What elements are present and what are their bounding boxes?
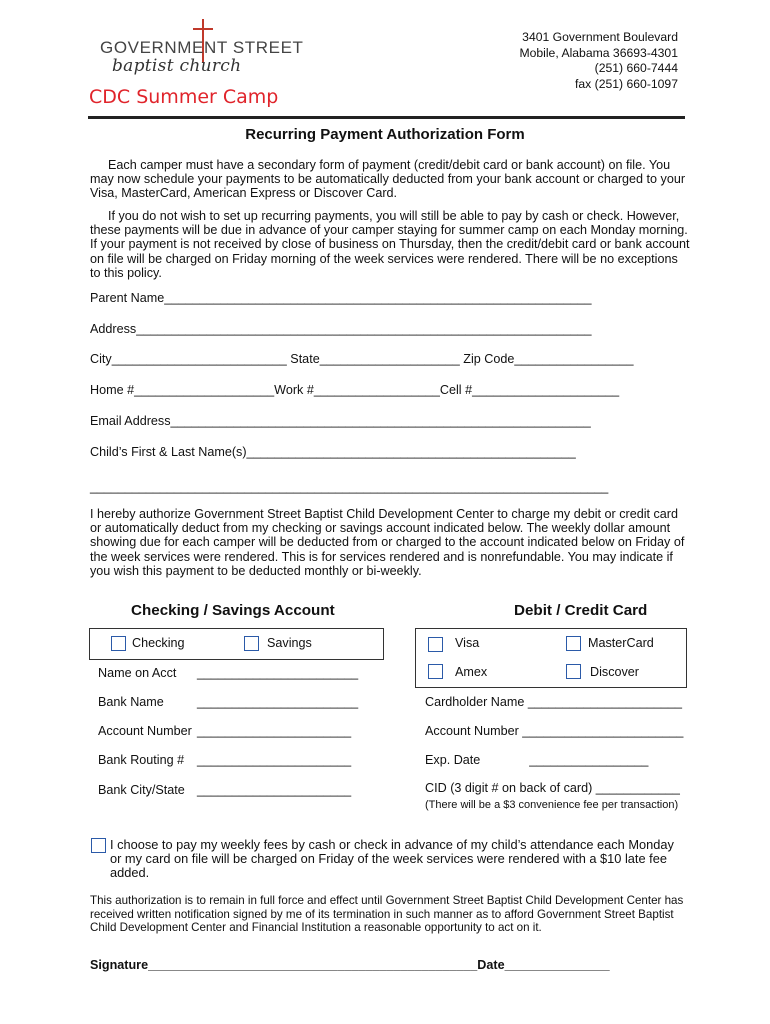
savings-checkbox[interactable]	[244, 636, 259, 651]
bank-name-input[interactable]: _______________________	[197, 695, 359, 709]
child-name-field[interactable]: Child’s First & Last Name(s)_______________________________________________	[90, 445, 576, 459]
cardholder-field[interactable]: Cardholder Name ______________________	[425, 695, 682, 709]
mastercard-checkbox[interactable]	[566, 636, 581, 651]
fee-note: (There will be a $3 convenience fee per transaction)	[425, 799, 679, 811]
bank-field-label: Bank Routing #	[98, 753, 185, 767]
church-address	[519, 30, 678, 92]
signature-date-line[interactable]: Signature_______________________________________________Date_______________	[90, 958, 610, 972]
bank-field-label: Bank Name	[98, 695, 164, 709]
authorization-terms: This authorization is to remain in full force and effect until Government Street Baptist Child Development Center has received written notification signed by me of its termination in such manner as to afford Government Street Baptist Child Development Center and Financial Institution a reasonable opportunity to act on it.	[90, 894, 684, 935]
amex-label: Amex	[455, 665, 488, 679]
account-number-input[interactable]: ______________________	[197, 724, 352, 738]
bank-city-input[interactable]: ______________________	[197, 783, 352, 797]
visa-checkbox[interactable]	[428, 637, 443, 652]
header-divider	[88, 116, 685, 119]
phone-line: (251) 660-7444	[594, 61, 678, 75]
name-on-acct-input[interactable]: _______________________	[197, 666, 359, 680]
checking-checkbox[interactable]	[111, 636, 126, 651]
phone-fields[interactable]: Home #____________________Work #__________________Cell #_____________________	[90, 383, 620, 397]
bank-field-label: Name on Acct	[98, 666, 177, 680]
bank-field-label: Bank City/State	[98, 783, 185, 797]
address-field[interactable]: Address_________________________________________________________________	[90, 322, 592, 336]
intro-paragraph: Each camper must have a secondary form of payment (credit/debit card or bank account) on file. You may now schedule your payments to be automatically deducted from your bank account or charged to your Visa, MasterCard, American Express or Discover Card.	[90, 158, 686, 201]
email-field[interactable]: Email Address____________________________________________________________	[90, 414, 591, 428]
camp-title: CDC Summer Camp	[89, 86, 279, 108]
form-title: Recurring Payment Authorization Form	[245, 126, 525, 143]
authorization-paragraph: I hereby authorize Government Street Baptist Child Development Center to charge my debit or credit card or automatically deduct from my checking or savings account indicated below. The weekly dollar amount showing due for each camper will be deducted from or charged to the account indicated below on Friday of the week services were rendered. This is for services rendered and is nonrefundable. You may indicate if you wish this payment to be deducted monthly or bi-weekly.	[90, 507, 685, 578]
visa-label: Visa	[455, 636, 480, 650]
discover-label: Discover	[590, 665, 639, 679]
cross-icon-bar	[193, 28, 213, 30]
routing-input[interactable]: ______________________	[197, 753, 352, 767]
mastercard-label: MasterCard	[588, 636, 654, 650]
cid-field[interactable]: CID (3 digit # on back of card) ____________	[425, 781, 680, 795]
cash-option-checkbox[interactable]	[91, 838, 106, 853]
logo-subtitle: baptist church	[112, 56, 242, 76]
address-line: 3401 Government Boulevard	[522, 30, 678, 44]
section-divider: __________________________________________________________________________	[90, 480, 609, 494]
savings-label: Savings	[267, 636, 312, 650]
discover-checkbox[interactable]	[566, 664, 581, 679]
checking-heading: Checking / Savings Account	[131, 602, 335, 619]
city-state-zip-field[interactable]: City_________________________ State____________________ Zip Code_________________	[90, 352, 634, 366]
address-line: Mobile, Alabama 36693-4301	[519, 45, 678, 60]
amex-checkbox[interactable]	[428, 664, 443, 679]
card-account-field[interactable]: Account Number _______________________	[425, 724, 684, 738]
checking-label: Checking	[132, 636, 185, 650]
logo-title: GOVERNMENT STREET	[100, 38, 304, 57]
bank-field-label: Account Number	[98, 724, 192, 738]
intro-paragraph: If you do not wish to set up recurring payments, you will still be able to pay by cash or check. However, these payments will be due in advance of your camper staying for summer camp on each Monday morning. If your payment is not received by close of business on Thursday, then the credit/debit card or bank account on file will be charged on Friday morning of the week services were rendered. There will be no exceptions to this policy.	[90, 209, 690, 280]
cash-option-text: I choose to pay my weekly fees by cash or check in advance of my child’s attendance each Monday or my card on file will be charged on Friday of the week services were rendered with a $10 late fee added.	[110, 837, 674, 881]
exp-date-field[interactable]: Exp. Date _________________	[425, 753, 649, 767]
parent-name-field[interactable]: Parent Name_____________________________________________________________	[90, 291, 592, 305]
fax-line: fax (251) 660-1097	[575, 76, 678, 91]
card-heading: Debit / Credit Card	[514, 602, 648, 619]
